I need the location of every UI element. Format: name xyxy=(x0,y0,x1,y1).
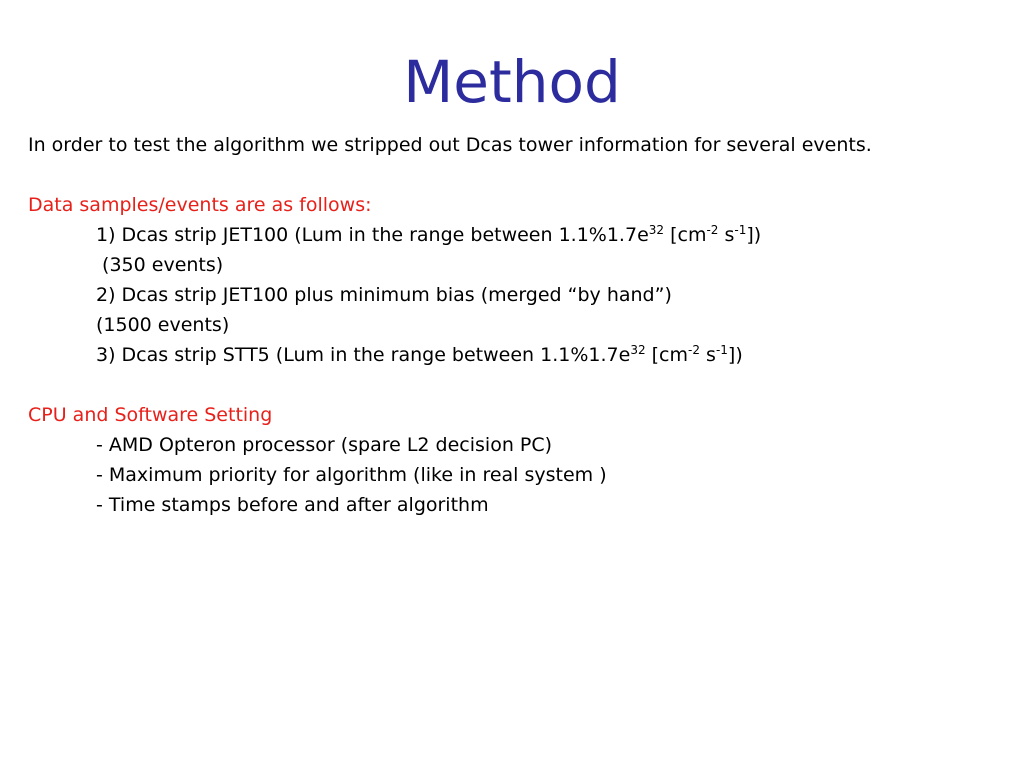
slide-title: Method xyxy=(403,48,621,116)
cpu-heading: CPU and Software Setting xyxy=(28,404,273,426)
sample-item-1-text: 1) Dcas strip JET100 (Lum in the range between 1.1%1.7e xyxy=(96,224,649,246)
sample-item-3-close: ]) xyxy=(727,344,743,366)
sample-item-3-text: 3) Dcas strip STT5 (Lum in the range between 1.1%1.7e xyxy=(96,344,631,366)
sample-item-1-s-exponent: -1 xyxy=(734,223,747,237)
sample-item-1-events: (350 events) xyxy=(96,254,224,276)
sample-item-1-unit-s: s xyxy=(718,224,735,246)
sample-item-1-exponent: 32 xyxy=(648,223,665,237)
samples-heading: Data samples/events are as follows: xyxy=(28,194,372,216)
sample-item-3-cm-exponent: -2 xyxy=(688,343,700,357)
sample-item-1-cm-exponent: -2 xyxy=(706,223,719,237)
blank-line xyxy=(28,370,1008,400)
cpu-item-processor: - AMD Opteron processor (spare L2 decision PC) xyxy=(96,434,553,456)
cpu-item-timestamps: - Time stamps before and after algorithm xyxy=(96,494,489,516)
slide-body xyxy=(28,130,1008,520)
sample-item-3-unit-s: s xyxy=(699,344,716,366)
sample-item-2: 2) Dcas strip JET100 plus minimum bias (merged “by hand”) xyxy=(96,284,672,306)
sample-item-1-close: ]) xyxy=(746,224,762,246)
intro-text: In order to test the algorithm we stripped out Dcas tower information for several events. xyxy=(28,134,872,156)
cpu-item-priority: - Maximum priority for algorithm (like in real system ) xyxy=(96,464,607,486)
sample-item-3-s-exponent: -1 xyxy=(715,343,728,357)
sample-item-2-events: (1500 events) xyxy=(96,314,230,336)
blank-line xyxy=(28,160,1008,190)
sample-item-1-unit-cm: [cm xyxy=(664,224,707,246)
sample-item-1 xyxy=(28,220,1008,250)
sample-item-3-exponent: 32 xyxy=(630,343,646,357)
sample-item-3 xyxy=(28,340,1008,370)
sample-item-3-unit-cm: [cm xyxy=(645,344,689,366)
